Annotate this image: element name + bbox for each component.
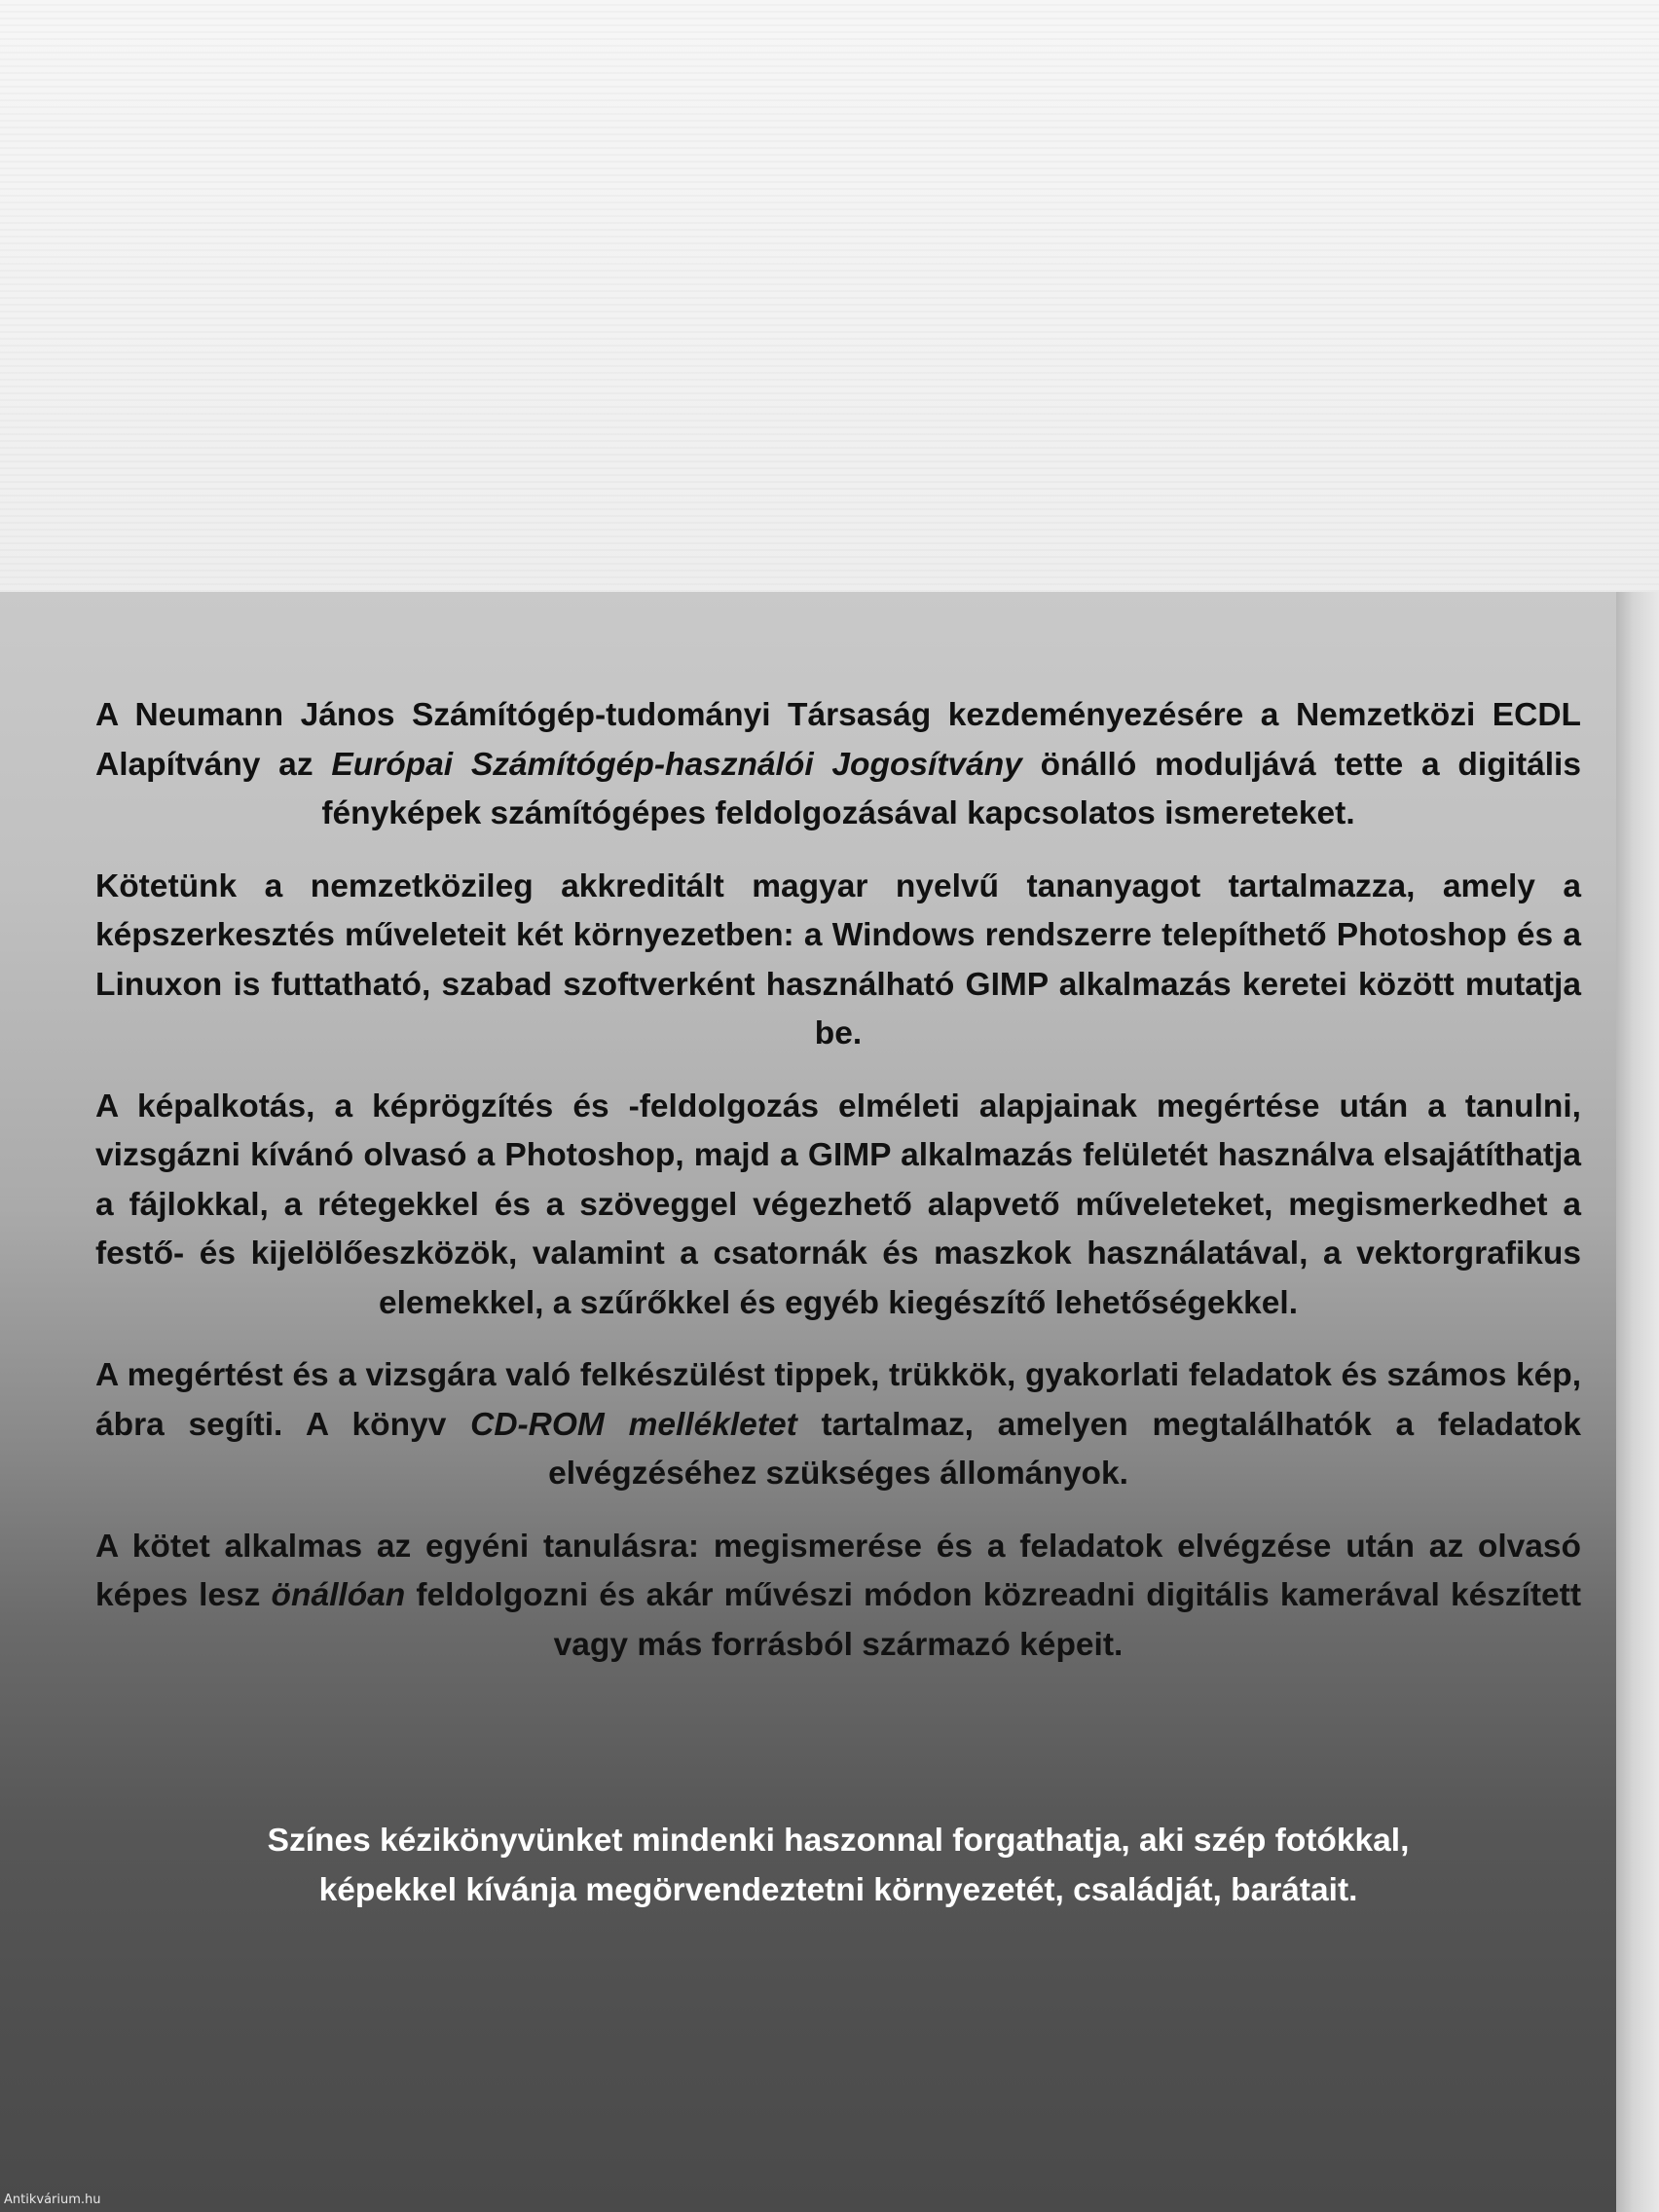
tagline-line-2: képekkel kívánja megörvendeztetni környezetét, családját, barátait. [318, 1872, 1358, 1908]
blurb-paragraph-3: A képalkotás, a képrögzítés és -feldolgozás elméleti alapjainak megértése után a tanulni, vizsgázni kívánó olvasó a Photoshop, majd a GIMP alkalmazás felületét használva elsajátíthatja a fájlokkal, a rétegekkel és a szöveggel végezhető alapvető műveleteket, megismerkedhet a festő- és kijelölőeszközök, valamint a csatornák és maszkok használatával, a vektorgrafikus elemekkel, a szűrőkkel és egyéb kiegészítő lehetőségekkel. [95, 1088, 1581, 1321]
tagline [95, 1816, 1581, 1915]
tagline-line-1: Színes kézikönyvünket mindenki haszonnal forgathatja, aki szép fotókkal, [267, 1823, 1410, 1859]
back-cover-blurb [95, 691, 1581, 1693]
cover-edge [1616, 592, 1659, 2212]
blurb-paragraph-2: Kötetünk a nemzetközileg akkreditált magyar nyelvű tananyagot tartalmazza, amely a képszerkesztés műveleteit két környezetben: a Windows rendszerre telepíthető Photoshop és a Linuxon is futtatható, szabad szoftverként használható GIMP alkalmazás keretei között mutatja be. [95, 867, 1581, 1051]
blurb-paragraph-1: A Neumann János Számítógép-tudományi Társaság kezdeményezésére a Nemzetközi ECDL Alapítvány az Európai Számítógép-használói Jogosítvány önálló moduljává tette a digitális fényképek számítógépes feldolgozásával kapcsolatos ismereteket. [95, 697, 1581, 831]
blurb-paragraph-4: A megértést és a vizsgára való felkészülést tippek, trükkök, gyakorlati feladatok és számos kép, ábra segíti. A könyv CD-ROM mellékletet tartalmaz, amelyen megtalálhatók a feladatok elvégzéséhez szükséges állományok. [95, 1357, 1581, 1492]
blurb-paragraph-5: A kötet alkalmas az egyéni tanulásra: megismerése és a feladatok elvégzése után az olvasó képes lesz önállóan feldolgozni és akár művészi módon közreadni digitális kamerával készített vagy más forrásból származó képeit. [95, 1528, 1581, 1663]
paper-background [0, 0, 1659, 599]
watermark: Antikvárium.hu [4, 2193, 101, 2207]
